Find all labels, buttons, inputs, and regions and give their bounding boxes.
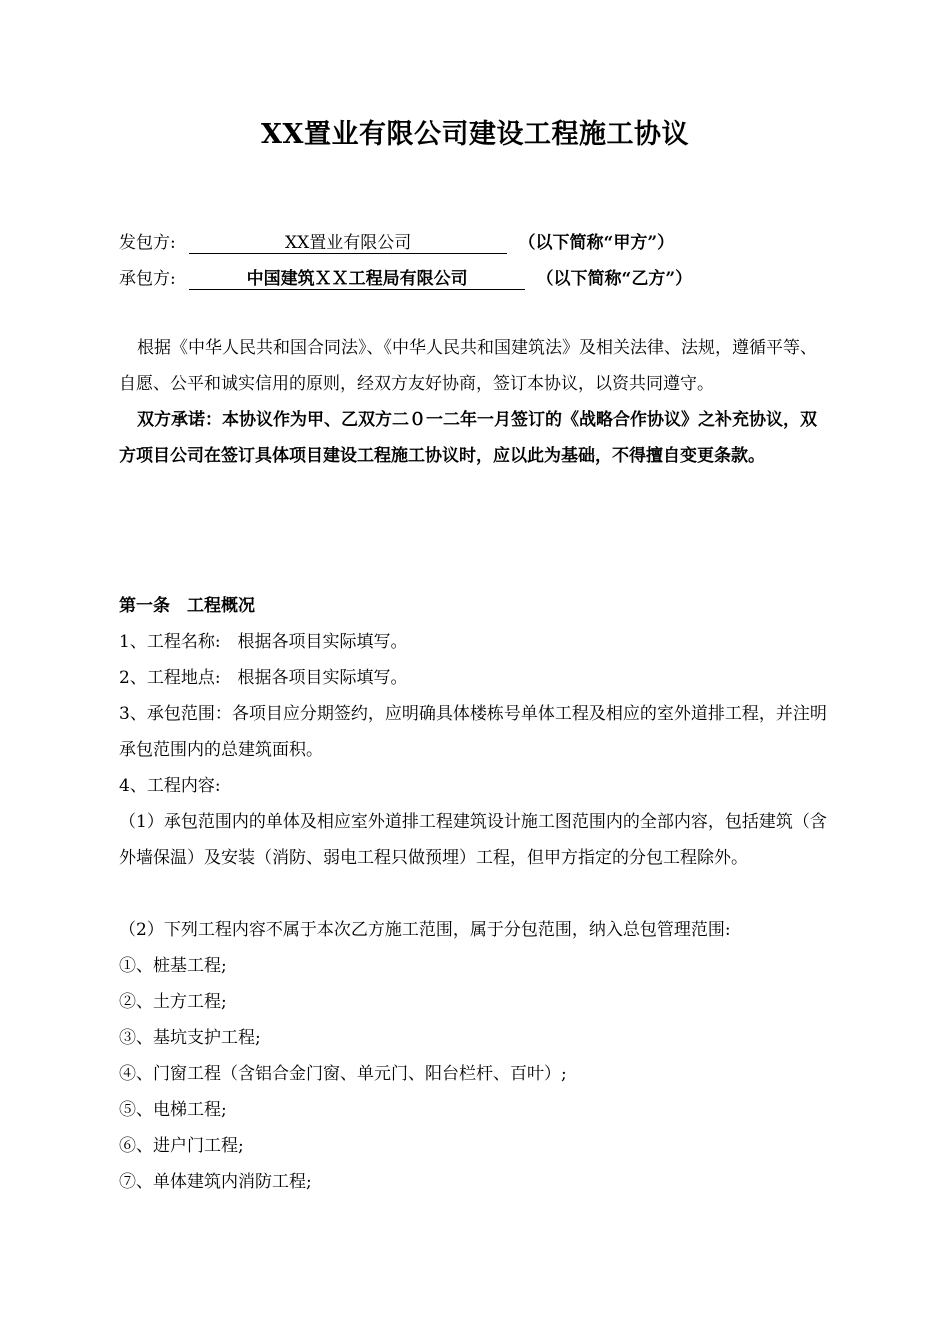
party-a-line	[119, 232, 674, 254]
list-item: ⑤、电梯工程;	[119, 1100, 227, 1120]
list-item: ⑥、进户门工程;	[119, 1136, 244, 1156]
article1-item1: 1、工程名称: 根据各项目实际填写。	[119, 632, 408, 652]
list-item: ④、门窗工程（含铝合金门窗、单元门、阳台栏杆、百叶）;	[119, 1064, 567, 1084]
article1-heading: 第一条 工程概况	[119, 596, 255, 616]
party-b-label: 承包方:	[119, 269, 176, 289]
promise-paragraph: 双方承诺：本协议作为甲、乙双方二０一二年一月签订的《战略合作协议》之补充协议，双方项目公司在签订具体项目建设工程施工协议时，应以此为基础，不得擅自变更条款。	[119, 410, 817, 466]
document-title: XX置业有限公司建设工程施工协议	[261, 119, 689, 150]
party-b-note: （以下简称“乙方”）	[536, 269, 693, 289]
intro-paragraph: 根据《中华人民共和国合同法》、《中华人民共和国建筑法》及相关法律、法规，遵循平等、自愿、公平和诚实信用的原则，经双方友好协商，签订本协议，以资共同遵守。	[119, 338, 817, 394]
list-item: ①、桩基工程;	[119, 956, 227, 976]
party-a-label: 发包方:	[119, 233, 176, 253]
party-a-name: XX置业有限公司	[189, 233, 507, 254]
party-a-note: （以下简称“甲方”）	[518, 233, 675, 253]
article1-item2: 2、工程地点: 根据各项目实际填写。	[119, 668, 408, 688]
article1-sub2: （2）下列工程内容不属于本次乙方施工范围，属于分包范围，纳入总包管理范围:	[119, 920, 731, 940]
list-item: ⑦、单体建筑内消防工程;	[119, 1172, 312, 1192]
article1-sub1: （1）承包范围内的单体及相应室外道排工程建筑设计施工图范围内的全部内容，包括建筑（含外墙保温）及安装（消防、弱电工程只做预埋）工程，但甲方指定的分包工程除外。	[119, 812, 827, 868]
list-item: ②、土方工程;	[119, 992, 227, 1012]
party-b-name: 中国建筑ＸＸ工程局有限公司	[189, 269, 525, 290]
list-item: ③、基坑支护工程;	[119, 1028, 261, 1048]
article1-item3: 3、承包范围：各项目应分期签约，应明确具体楼栋号单体工程及相应的室外道排工程，并注明承包范围内的总建筑面积。	[119, 704, 827, 760]
article1-item4: 4、工程内容:	[119, 776, 221, 796]
intro-block	[119, 330, 831, 474]
party-b-line	[119, 268, 692, 290]
